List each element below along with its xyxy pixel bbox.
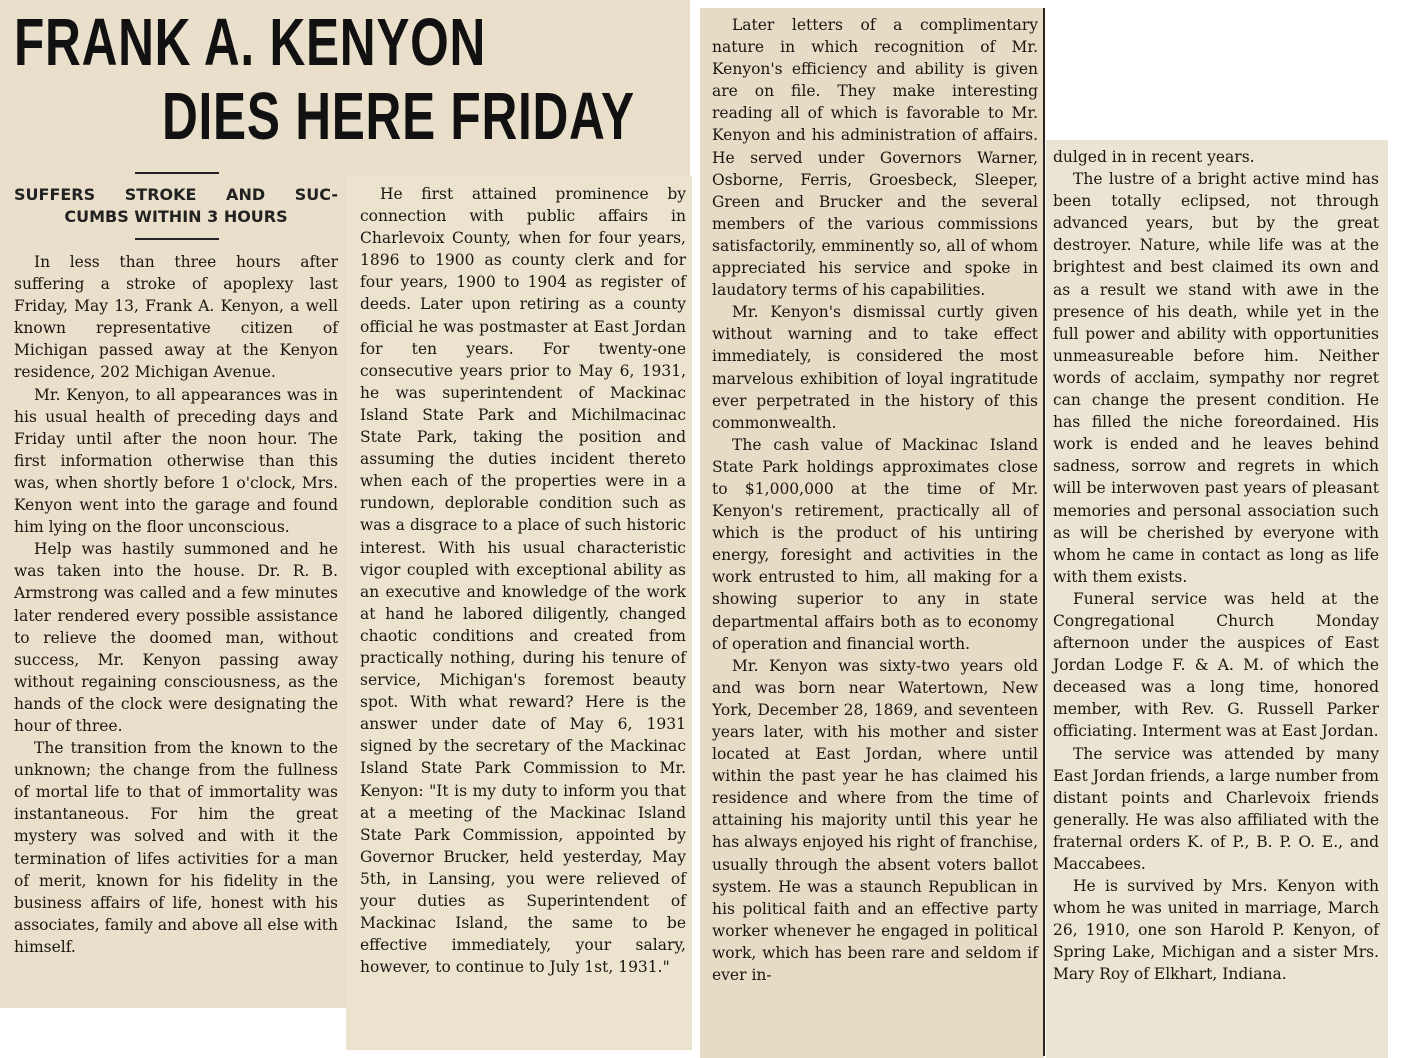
column-3-paragraph: The cash value of Mackinac Island State Park holdings approximates close to $1,000,000 at the time of Mr. Kenyon's retirement, practically all of which is the product of his untiring energy, foresight and activities in the work entrusted to him, all making for a showing superior to any in state departmental affairs both as to economy of operation and financial worth. — [712, 435, 1038, 653]
column-3-paragraph: Mr. Kenyon was sixty-two years old and was born near Watertown, New York, December 28, 1869, and seventeen years later, with his mother and sister located at East Jordan, where until within the past year he has claimed his residence and where from the time of attaining his majority until this year he has always enjoyed his right of franchise, usually through the absent voters ballot system. He was a staunch Republican in his political faith and an effective party worker whenever he engaged in political work, which has been rare and seldom if ever in- — [712, 656, 1038, 985]
headline-line-2: DIES HERE FRIDAY — [162, 79, 635, 154]
subhead-line-1: SUFFERS STROKE AND SUC- — [14, 185, 338, 204]
column-4-paragraph: Funeral service was held at the Congregational Church Monday afternoon under the auspices of East Jordan Lodge F. & A. M. of which the deceased was a long time, honored member, with Rev. G. Russell Parker officiating. Interment was at East Jordan. — [1053, 589, 1379, 741]
subhead-bottom-rule — [135, 238, 219, 240]
column-2-paragraph: He first attained prominence by connection with public affairs in Charlevoix County, when for four years, 1896 to 1900 as county clerk and for four years, 1900 to 1904 as register of deeds. Later upon retiring as a county official he was postmaster at East Jordan for ten years. For twenty-one consecutive years prior to May 6, 1931, he was superintendent of Mackinac Island State Park and Michilmacinac State Park, taking the position and assuming the duties incident thereto when each of the properties were in a rundown, deplorable condition such as was a disgrace to a place of such historic interest. With his usual characteristic vigor coupled with exceptional ability as an executive and knowledge of the work at hand he labored diligently, changed chaotic conditions and created from practically nothing, during his tenure of service, Michigan's foremost beauty spot. With what reward? Here is the answer under date of May 6, 1931 signed by the secretary of the Mackinac Island State Park Commission to Mr. Kenyon: "It is my duty to inform you that at a meeting of the Mackinac Island State Park Commission, appointed by Governor Brucker, held yesterday, May 5th, in Lansing, you were relieved of your duties as Superintendent of Mackinac Island, the same to be effective immediately, your salary, however, to continue to July 1st, 1931." — [360, 185, 686, 977]
column-4-paragraph: He is survived by Mrs. Kenyon with whom he was united in marriage, March 26, 1910, one son Harold P. Kenyon, of Spring Lake, Michigan and a sister Mrs. Mary Roy of Elkhart, Indiana. — [1053, 877, 1379, 984]
column-1-paragraph: In less than three hours after suffering a stroke of apoplexy last Friday, May 13, Frank A. Kenyon, a well known representative citizen of Michigan passed away at the Kenyon residence, 202 Michigan Avenue. — [14, 253, 338, 382]
headline-line-1: FRANK A. KENYON — [14, 5, 487, 80]
column-1-paragraph: Mr. Kenyon, to all appearances was in his usual health of preceding days and Friday until after the noon hour. The first information otherwise than this was, when shortly before 1 o'clock, Mrs. Kenyon went into the garage and found him lying on the floor unconscious. — [14, 385, 338, 537]
column-1-paragraph: Help was hastily summoned and he was taken into the house. Dr. R. B. Armstrong was called and a few minutes later rendered every possible assistance to relieve the doomed man, without success, Mr. Kenyon passing away without regaining consciousness, as the hands of the clock were designating the hour of three. — [14, 540, 338, 735]
column-2 — [360, 183, 686, 978]
subhead-top-rule — [135, 172, 219, 174]
column-3-paragraph: Later letters of a complimentary nature in which recognition of Mr. Kenyon's efficiency and ability is given are on file. They make interesting reading all of which is favorable to Mr. Kenyon and his administration of affairs. He served under Governors Warner, Osborne, Ferris, Groesbeck, Sleeper, Green and Brucker and the several members of the various commissions satisfactorily, emminently so, all of whom appreciated his service and spoke in laudatory terms of his capabilities. — [712, 16, 1038, 300]
column-4 — [1053, 146, 1379, 986]
column-3 — [712, 14, 1038, 986]
subhead-line-2: CUMBS WITHIN 3 HOURS — [64, 207, 288, 226]
column-4-paragraph: dulged in in recent years. — [1053, 148, 1255, 166]
column-1 — [14, 251, 338, 958]
column-3-paragraph: Mr. Kenyon's dismissal curtly given without warning and to take effect immediately, is considered the most marvelous exhibition of loyal ingratitude ever perpetrated in the history of this commonwealth. — [712, 303, 1038, 432]
column-3-rule — [1043, 8, 1045, 1056]
column-4-paragraph: The lustre of a bright active mind has been totally eclipsed, not through advanced years, but by the great destroyer. Nature, while life was at the brightest and best claimed its own and as a result we stand with awe in the presence of his death, while yet in the full power and ability with opportunities unmeasureable before him. Neither words of acclaim, sympathy nor regret can change the present condition. He has filled the niche foreordained. His work is ended and he leaves behind sadness, sorrow and regrets in which will be interwoven past years of pleasant memories and personal association such as will be cherished by everyone with whom he came in contact as long as life with them exists. — [1053, 170, 1379, 586]
column-4-paragraph: The service was attended by many East Jordan friends, a large number from distant points and Charlevoix friends generally. He was also affiliated with the fraternal orders K. of P., B. P. O. E., and Maccabees. — [1053, 744, 1379, 873]
column-1-paragraph: The transition from the known to the unknown; the change from the fullness of mortal life to that of immortality was instantaneous. For him the great mystery was solved and with it the termination of lifes activities for a man of merit, known for his fidelity in the business affairs of life, honest with his associates, family and above all else with himself. — [14, 739, 338, 956]
